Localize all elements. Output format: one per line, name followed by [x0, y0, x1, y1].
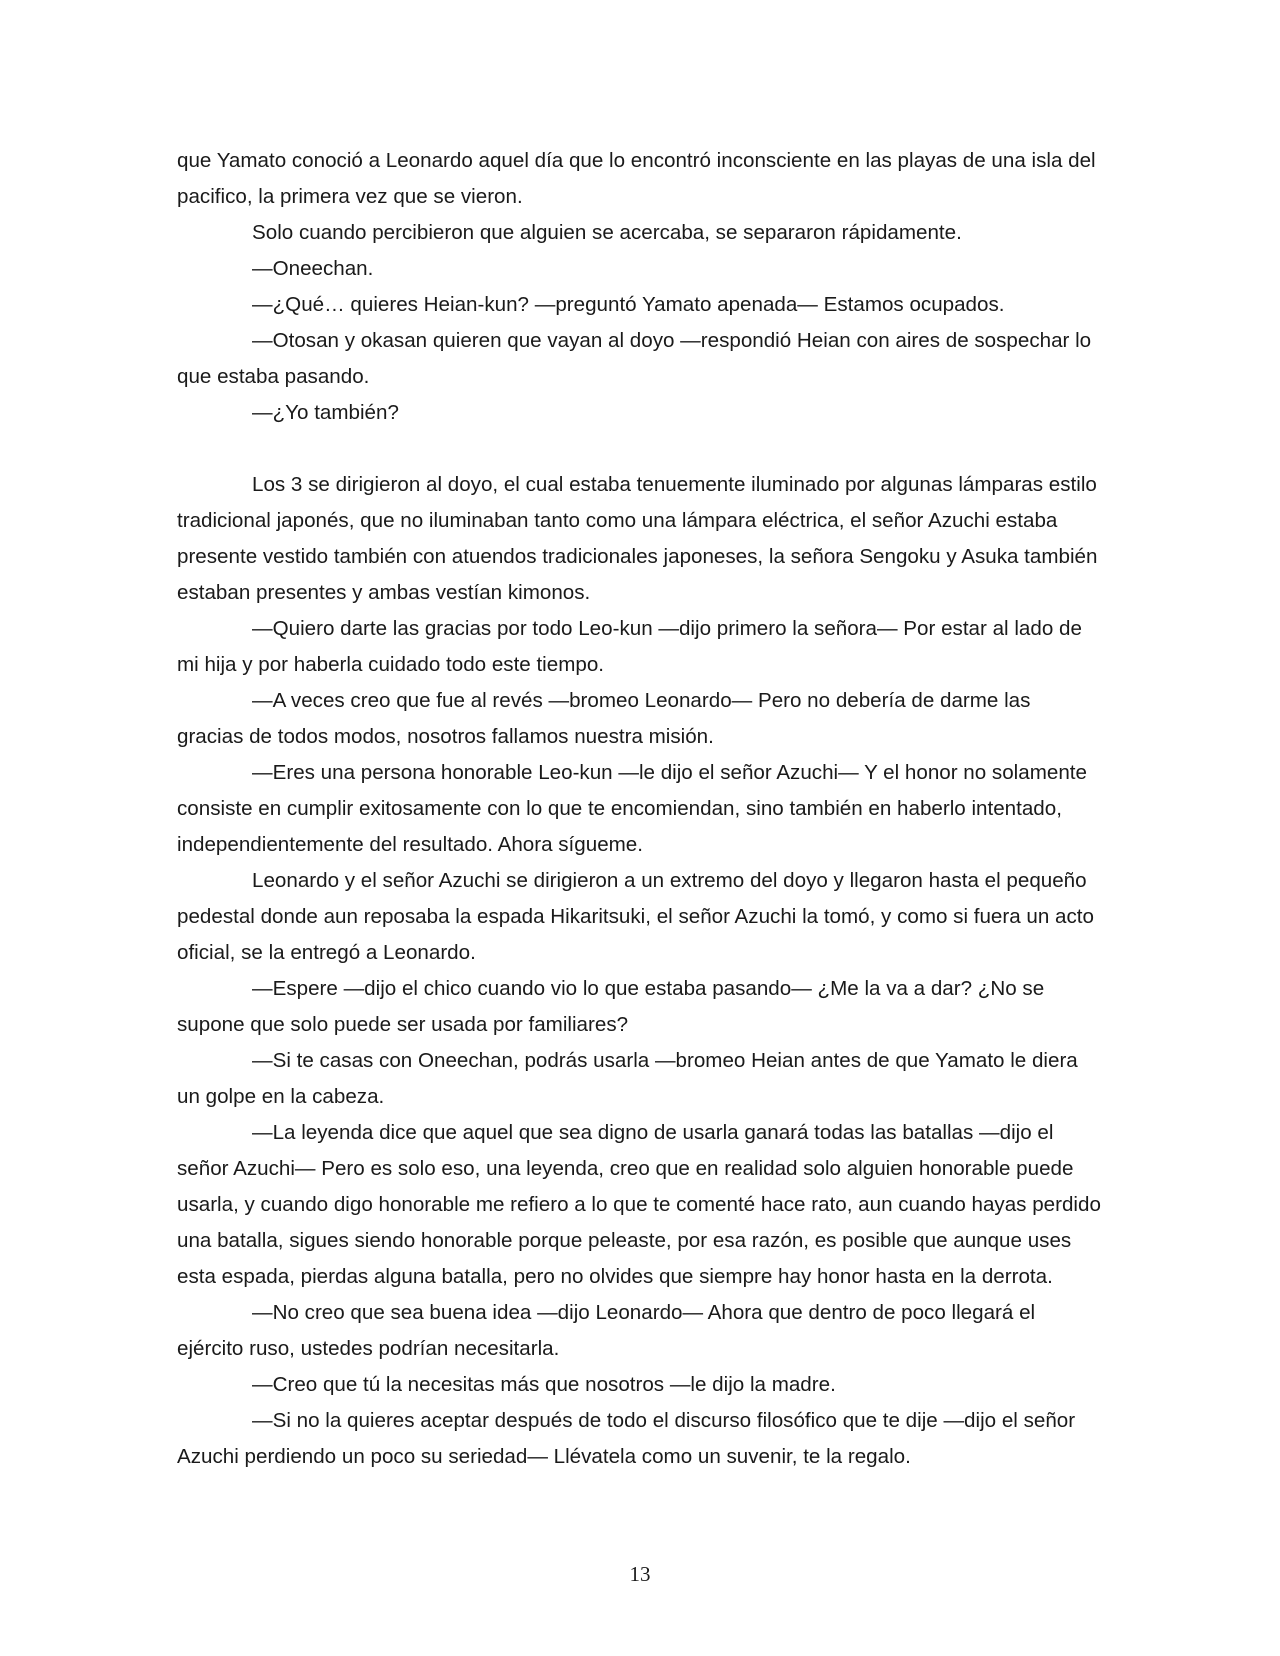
paragraph: Los 3 se dirigieron al doyo, el cual estaba tenuemente iluminado por algunas lámparas estilo tradicional japonés, que no iluminaban tanto como una lámpara eléctrica, el señor Azuchi estaba presente vestido también con atuendos tradicionales japoneses, la señora Sengoku y Asuka también estaban presentes y ambas vestían kimonos.	[177, 473, 1098, 604]
paragraph: —Si no la quieres aceptar después de todo el discurso filosófico que te dije —dijo el señor Azuchi perdiendo un poco su seriedad— Llévatela como un suvenir, te la regalo.	[177, 1409, 1076, 1468]
paragraph: —Si te casas con Oneechan, podrás usarla —bromeo Heian antes de que Yamato le diera un golpe en la cabeza.	[177, 1049, 1078, 1108]
paragraph: que Yamato conoció a Leonardo aquel día que lo encontró inconsciente en las playas de una isla del pacifico, la primera vez que se vieron.	[177, 149, 1096, 208]
paragraph: —¿Yo también?	[252, 401, 399, 424]
paragraph: —Espere —dijo el chico cuando vio lo que estaba pasando— ¿Me la va a dar? ¿No se supone que solo puede ser usada por familiares?	[177, 977, 1045, 1036]
paragraph: —Quiero darte las gracias por todo Leo-kun —dijo primero la señora— Por estar al lado de mi hija y por haberla cuidado todo este tiempo.	[177, 617, 1082, 676]
paragraph: Leonardo y el señor Azuchi se dirigieron a un extremo del doyo y llegaron hasta el pequeño pedestal donde aun reposaba la espada Hikaritsuki, el señor Azuchi la tomó, y como si fuera un acto oficial, se la entregó a Leonardo.	[177, 869, 1094, 964]
paragraph: —No creo que sea buena idea —dijo Leonardo— Ahora que dentro de poco llegará el ejército ruso, ustedes podrían necesitarla.	[177, 1301, 1036, 1360]
blank-line	[177, 431, 1102, 467]
paragraph: —La leyenda dice que aquel que sea digno de usarla ganará todas las batallas —dijo el señor Azuchi— Pero es solo eso, una leyenda, creo que en realidad solo alguien honorable puede usarla, y cuando digo honorable me refiero a lo que te comenté hace rato, aun cuando hayas perdido una batalla, sigues siendo honorable porque peleaste, por esa razón, es posible que aunque uses esta espada, pierdas alguna batalla, pero no olvides que siempre hay honor hasta en la derrota.	[177, 1121, 1101, 1288]
paragraph: Solo cuando percibieron que alguien se acercaba, se separaron rápidamente.	[252, 221, 962, 244]
paragraph: —Eres una persona honorable Leo-kun —le dijo el señor Azuchi— Y el honor no solamente consiste en cumplir exitosamente con lo que te encomiendan, sino también en haberlo intentado, independientemente del resultado. Ahora sígueme.	[177, 761, 1087, 856]
paragraph: —Oneechan.	[252, 257, 374, 280]
paragraph: —Creo que tú la necesitas más que nosotros —le dijo la madre.	[252, 1373, 836, 1396]
paragraph: —Otosan y okasan quieren que vayan al doyo —respondió Heian con aires de sospechar lo que estaba pasando.	[177, 329, 1092, 388]
body-text	[177, 143, 1102, 1475]
paragraph: —A veces creo que fue al revés —bromeo Leonardo— Pero no debería de darme las gracias de todos modos, nosotros fallamos nuestra misión.	[177, 689, 1031, 748]
page-number: 13	[629, 1562, 651, 1586]
paragraph: —¿Qué… quieres Heian-kun? —preguntó Yamato apenada— Estamos ocupados.	[252, 293, 1005, 316]
